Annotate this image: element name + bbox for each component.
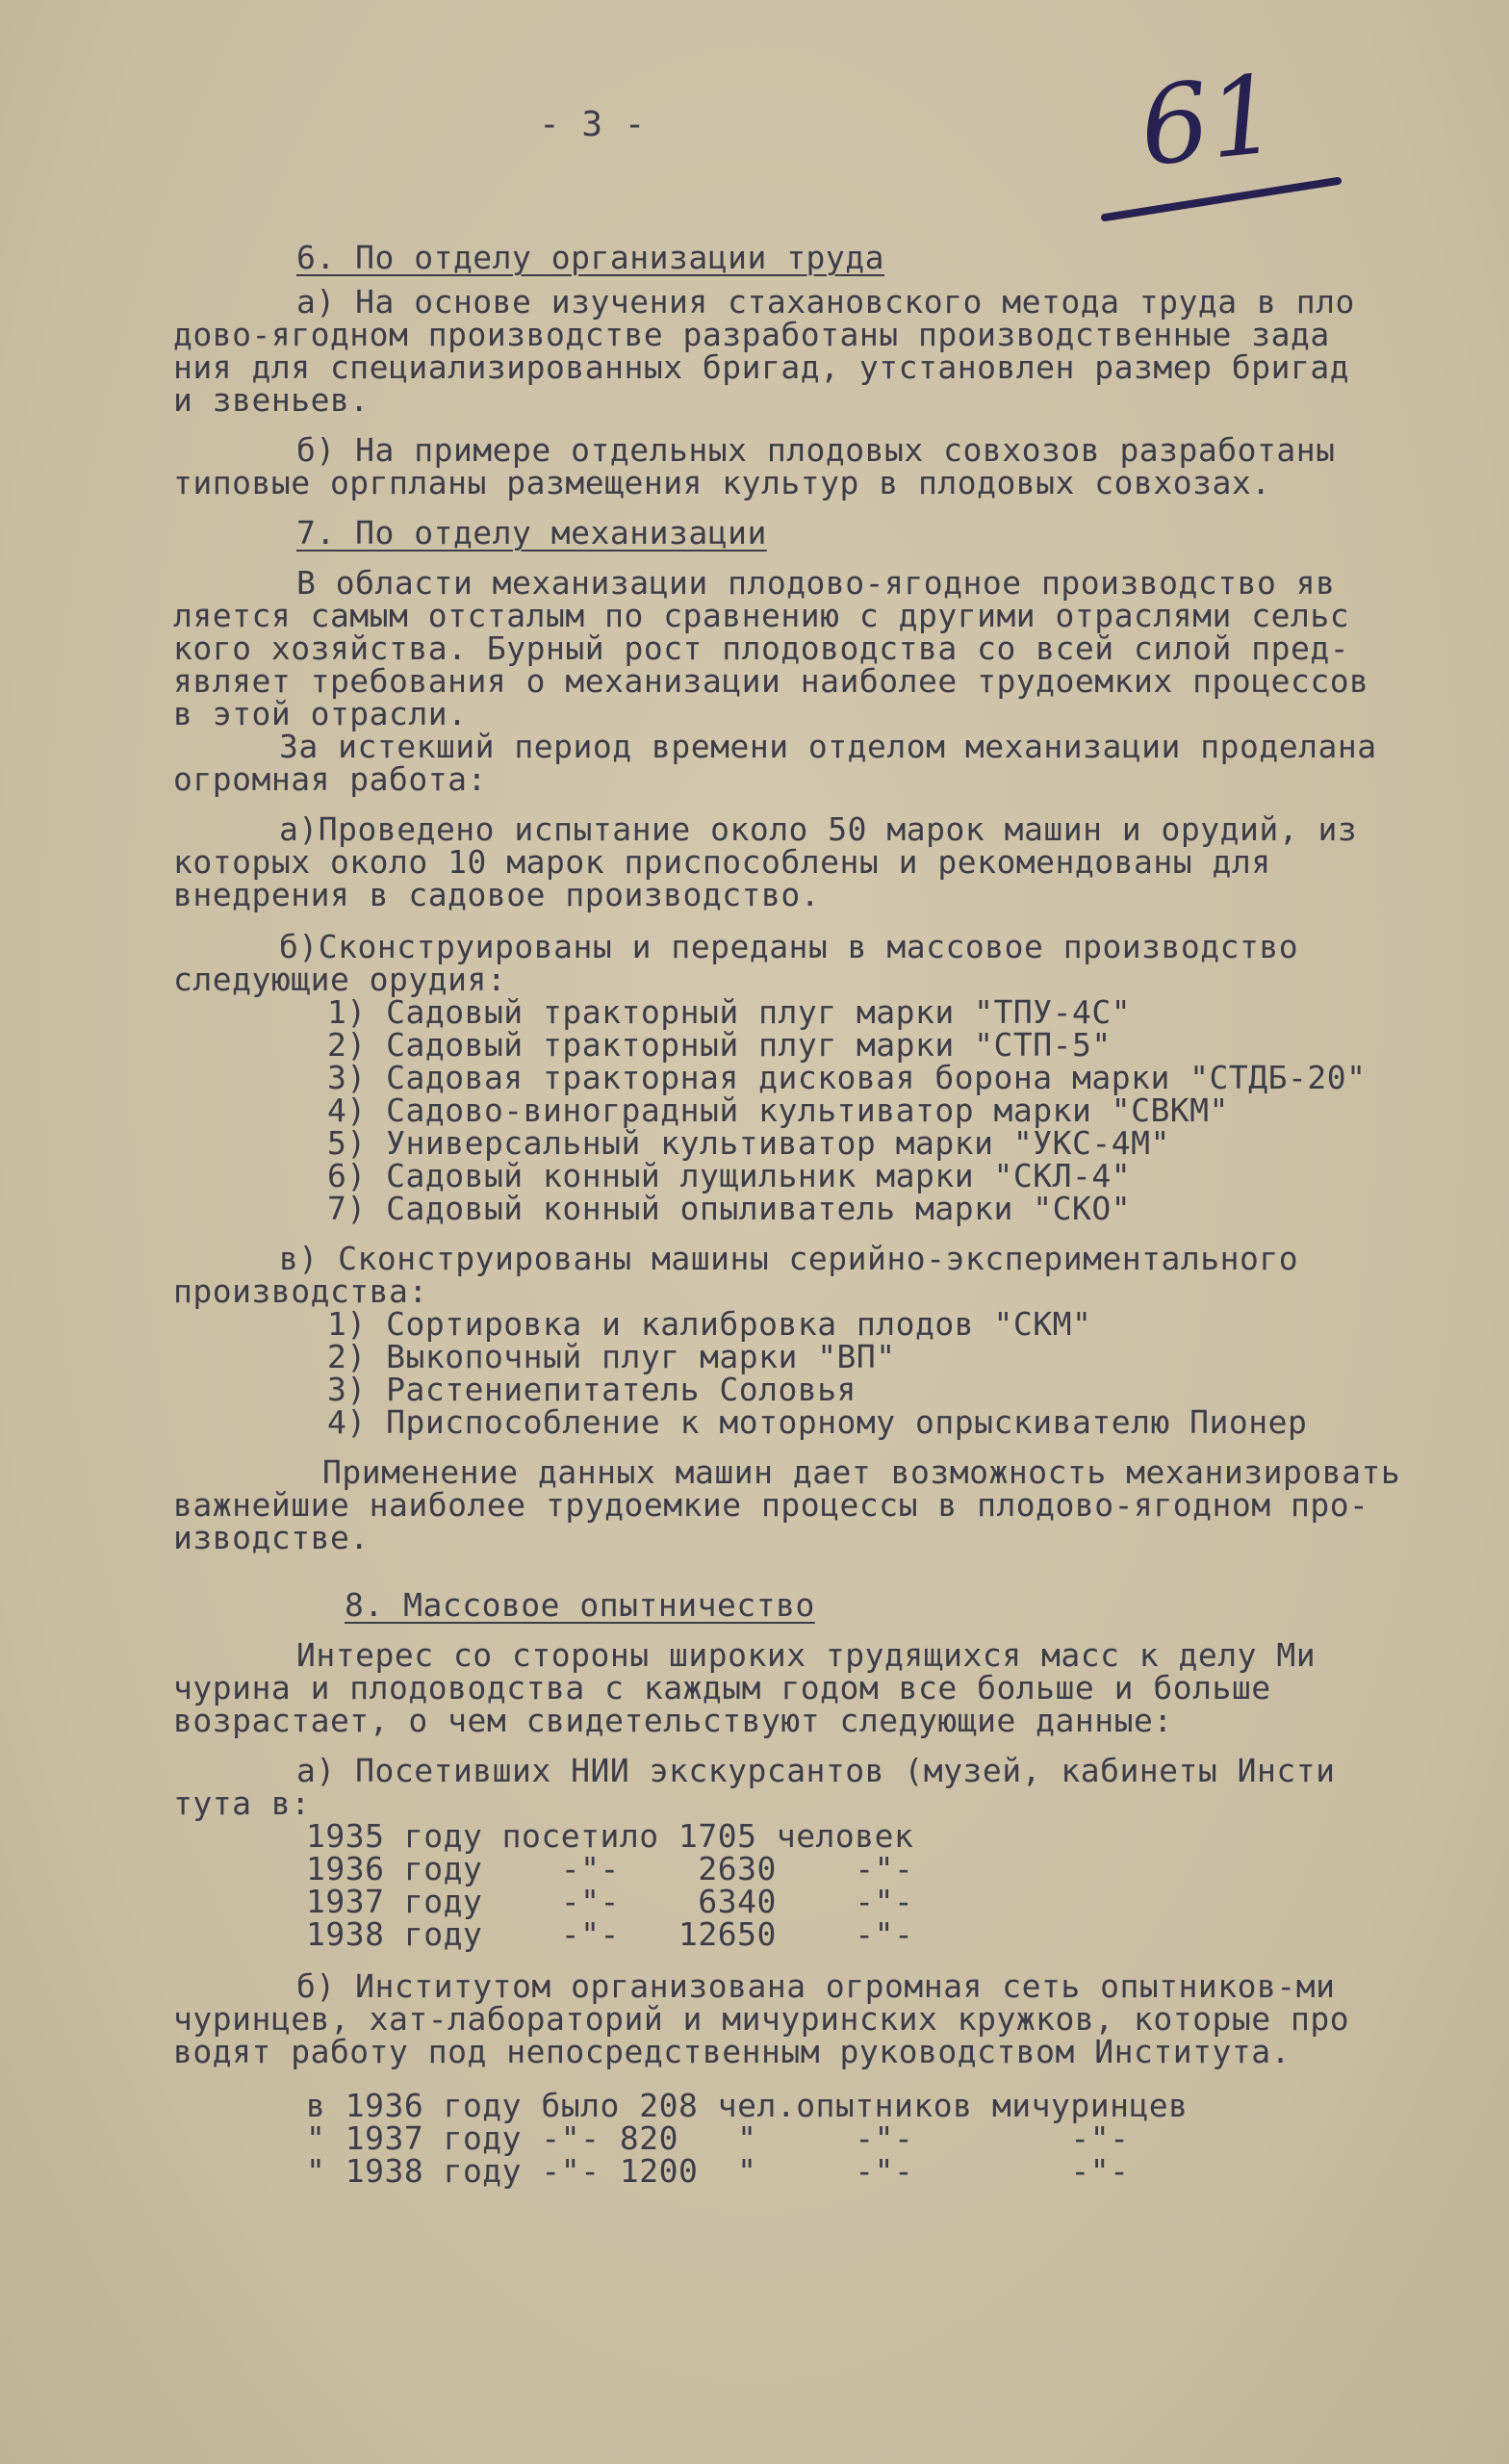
list-item: 6) Садовый конный лущильник марки "СКЛ-4" bbox=[327, 1157, 1132, 1194]
text-line: чуринцев, хат-лабораторий и мичуринских кружков, которые про bbox=[173, 2000, 1350, 2038]
list-item: 2) Садовый тракторный плуг марки "СТП-5" bbox=[327, 1026, 1112, 1064]
text-line: б)Сконструированы и переданы в массовое производство bbox=[279, 928, 1299, 965]
table-row: 1938 году -"- 12650 -"- bbox=[306, 1915, 914, 1953]
text-line: в этой отрасли. bbox=[173, 695, 468, 732]
text-line: производства: bbox=[173, 1272, 428, 1310]
page-number: - 3 - bbox=[539, 105, 646, 144]
text-line: огромная работа: bbox=[173, 760, 487, 798]
list-item: 5) Универсальный культиватор марки "УКС-4М" bbox=[327, 1124, 1170, 1162]
archive-number-underline bbox=[1097, 171, 1347, 229]
text-line: а) На основе изучения стахановского метода труда в пло bbox=[296, 283, 1355, 321]
table-row: " 1938 году -"- 1200 " -"- -"- bbox=[306, 2152, 1130, 2190]
text-line: и звеньев. bbox=[173, 381, 370, 419]
text-line: ния для специализированных бригад, утстановлен размер бригад bbox=[173, 348, 1350, 386]
text-line: Применение данных машин дает возможность механизировать bbox=[322, 1453, 1401, 1491]
text-line: б) Институтом организована огромная сеть опытников-ми bbox=[296, 1967, 1336, 2005]
text-line: Интерес со стороны широких трудящихся масс к делу Ми bbox=[296, 1636, 1317, 1674]
table-row: 1937 году -"- 6340 -"- bbox=[306, 1883, 914, 1920]
text-line: в) Сконструированы машины серийно-экспериментального bbox=[279, 1240, 1299, 1277]
text-line: В области механизации плодово-ягодное производство яв bbox=[296, 564, 1336, 602]
section-8-heading: 8. Массовое опытничество bbox=[345, 1586, 815, 1624]
list-item: 4) Садово-виноградный культиватор марки "СВКМ" bbox=[327, 1091, 1229, 1129]
text-line: водят работу под непосредственным руководством Института. bbox=[173, 2033, 1291, 2070]
section-7-heading: 7. По отделу механизации bbox=[296, 514, 767, 552]
text-line: которых около 10 марок приспособлены и рекомендованы для bbox=[173, 843, 1271, 881]
text-line: а) Посетивших НИИ экскурсантов (музей, кабинеты Инсти bbox=[296, 1752, 1336, 1789]
archive-number: 61 bbox=[1134, 51, 1284, 192]
table-row: 1936 году -"- 2630 -"- bbox=[306, 1850, 914, 1887]
text-line: важнейшие наиболее трудоемкие процессы в плодово-ягодном про- bbox=[173, 1486, 1369, 1524]
text-line: изводстве. bbox=[173, 1519, 370, 1556]
text-line: тута в: bbox=[173, 1784, 311, 1822]
table-row: 1935 году посетило 1705 человек bbox=[306, 1817, 914, 1855]
text-line: За истекший период времени отделом механизации проделана bbox=[279, 728, 1377, 765]
text-line: возрастает, о чем свидетельствуют следующие данные: bbox=[173, 1702, 1173, 1739]
text-line: ляется самым отсталым по сравнению с другими отраслями сельс bbox=[173, 597, 1350, 634]
text-line: кого хозяйства. Бурный рост плодоводства со всей силой пред- bbox=[173, 629, 1350, 667]
list-item: 3) Растениепитатель Соловья bbox=[327, 1371, 857, 1408]
text-line: чурина и плодоводства с каждым годом все больше и больше bbox=[173, 1669, 1271, 1707]
section-6-heading: 6. По отделу организации труда bbox=[296, 239, 885, 276]
text-line: б) На примере отдельных плодовых совхозов разработаны bbox=[296, 431, 1336, 469]
text-line: являет требования о механизации наиболее трудоемких процессов bbox=[173, 662, 1369, 700]
list-item: 7) Садовый конный опыливатель марки "СКО" bbox=[327, 1190, 1132, 1227]
list-item: 1) Сортировка и калибровка плодов "СКМ" bbox=[327, 1305, 1092, 1343]
table-row: " 1937 году -"- 820 " -"- -"- bbox=[306, 2119, 1130, 2157]
text-line: дово-ягодном производстве разработаны производственные зада bbox=[173, 316, 1330, 353]
list-item: 1) Садовый тракторный плуг марки "ТПУ-4С" bbox=[327, 993, 1132, 1031]
text-line: а)Проведено испытание около 50 марок машин и орудий, из bbox=[279, 810, 1358, 848]
text-line: типовые оргпланы размещения культур в плодовых совхозах. bbox=[173, 464, 1271, 501]
list-item: 4) Приспособление к моторному опрыскивателю Пионер bbox=[327, 1403, 1308, 1441]
list-item: 2) Выкопочный плуг марки "ВП" bbox=[327, 1338, 896, 1375]
text-line: внедрения в садовое производство. bbox=[173, 876, 821, 913]
list-item: 3) Садовая тракторная дисковая борона марки "СТДБ-20" bbox=[327, 1059, 1367, 1096]
table-row: в 1936 году было 208 чел.опытников мичуринцев bbox=[306, 2087, 1189, 2124]
text-line: следующие орудия: bbox=[173, 961, 507, 998]
